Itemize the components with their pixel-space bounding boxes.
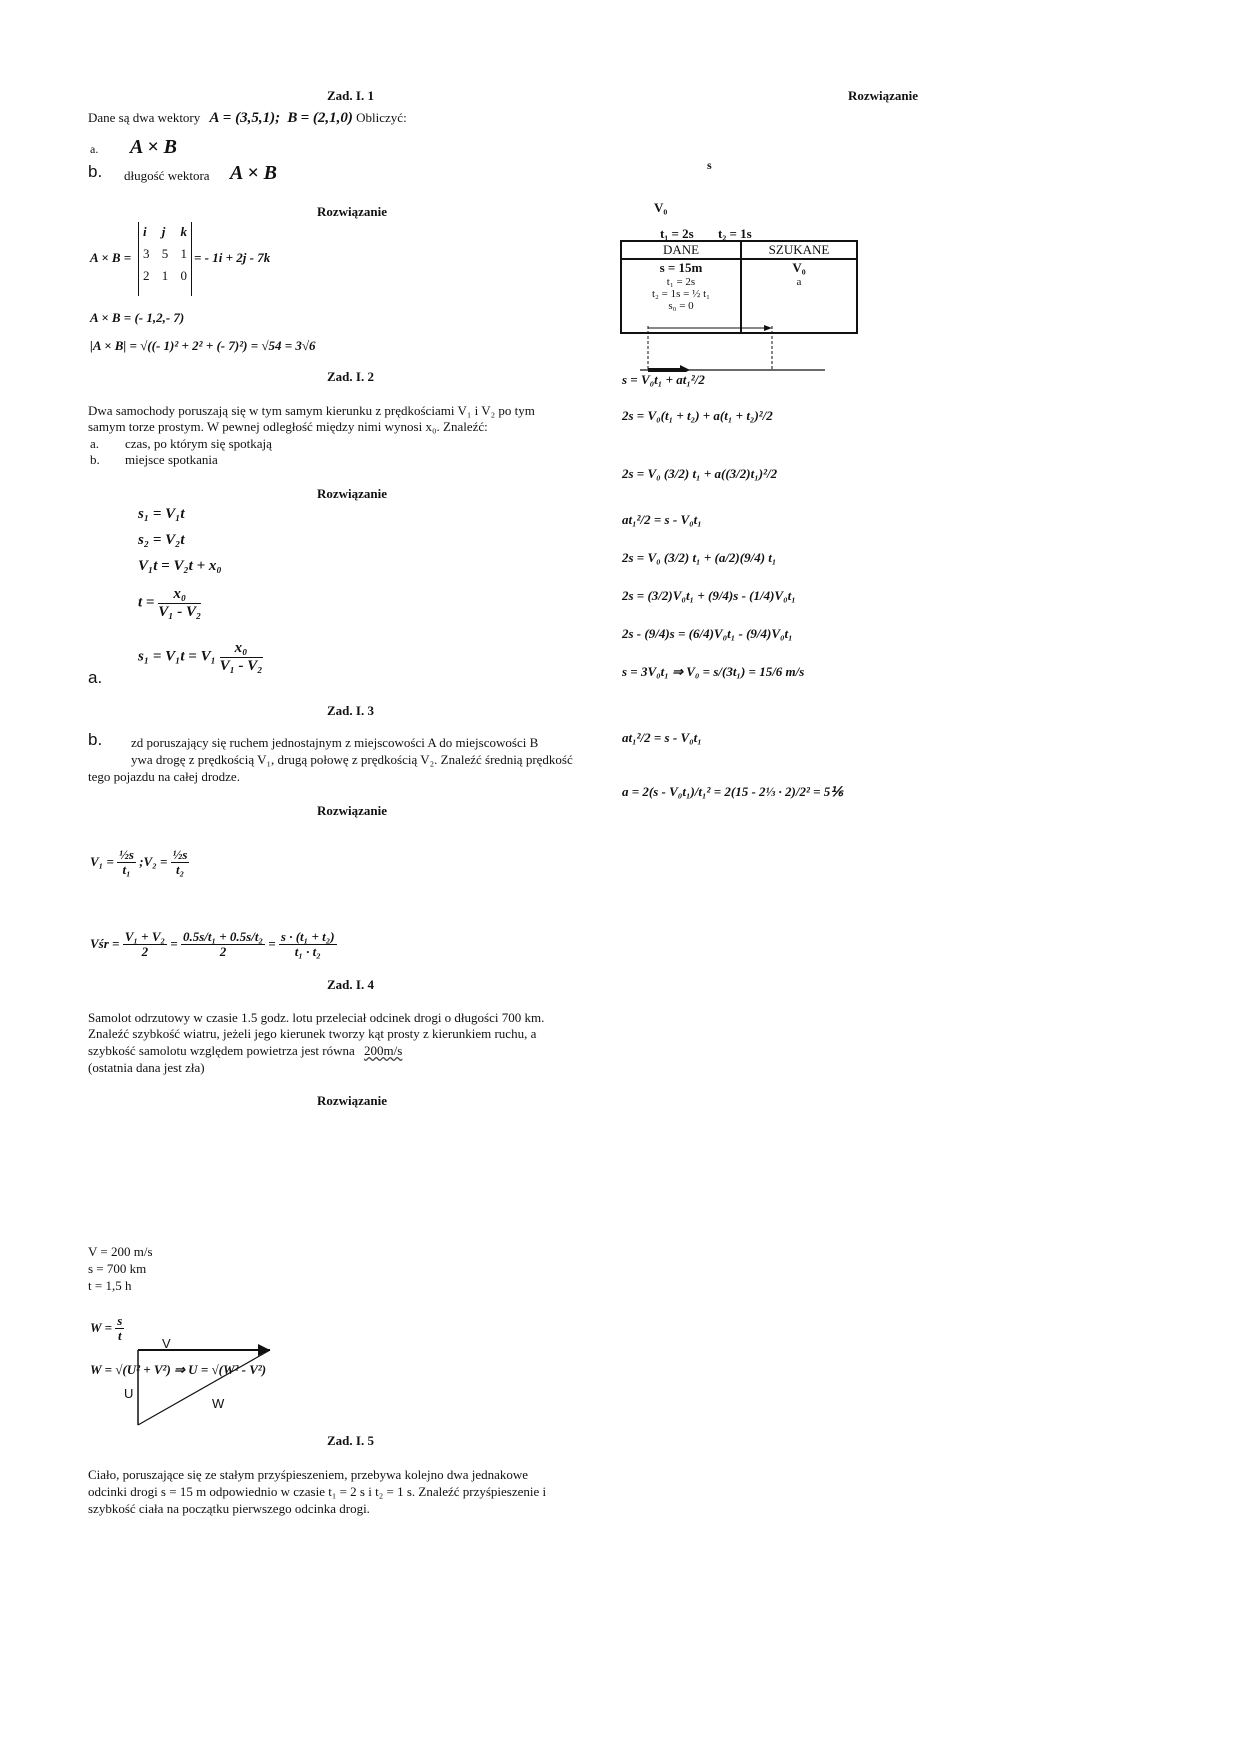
z1-det-row1 bbox=[139, 224, 191, 240]
z1-item-a-marker: a. bbox=[90, 142, 99, 156]
right-t1-label: t₁ = 2s bbox=[660, 226, 694, 241]
z3-problem-line2: ywa drogę z prędkością V₁, drugą połowę z prędkością V₂. Znaleźć średnią prędkość bbox=[131, 752, 573, 767]
z1-intro bbox=[88, 110, 407, 127]
z4-given3: t = 1,5 h bbox=[88, 1278, 132, 1293]
z2-eq4-frac bbox=[158, 586, 201, 620]
z1-length-expr: |A × B| = √((- 1)² + 2² + (- 7)²) = √54 = 3√6 bbox=[90, 338, 316, 353]
right-szukane-a: a bbox=[796, 276, 802, 288]
right-s-label: s bbox=[707, 158, 712, 172]
z2-item-a-marker: a. bbox=[90, 436, 100, 451]
z2-eq5-num: x₀ bbox=[220, 640, 263, 658]
z1-det-row3 bbox=[139, 268, 191, 284]
z2-title: Zad. I. 2 bbox=[327, 369, 374, 384]
z4-label-v: V bbox=[162, 1336, 171, 1351]
z2-eq5-frac bbox=[220, 640, 263, 674]
z5-problem-line3: szybkość ciała na początku pierwszego odcinka drogi. bbox=[88, 1501, 370, 1516]
right-eq3: 2s = V₀ (3/2) t₁ + a((3/2)t₁)²/2 bbox=[622, 466, 778, 481]
z1-item-b-expr: A × B bbox=[230, 162, 277, 184]
right-eq5: 2s = V₀ (3/2) t₁ + (a/2)(9/4) t₁ bbox=[622, 550, 777, 565]
z3-vsr-lhs: Vśr = bbox=[90, 935, 120, 951]
z4-problem-line4: (ostatnia dana jest zła) bbox=[88, 1060, 205, 1075]
z1-title: Zad. I. 1 bbox=[327, 88, 374, 103]
z4-problem-line2: Znaleźć szybkość wiatru, jeżeli jego kierunek tworzy kąt prosty z kierunkiem ruchu, a bbox=[88, 1026, 537, 1041]
z3-v1-lhs: V₁ = bbox=[90, 853, 114, 869]
z3-problem-line3: tego pojazdu na całej drodze. bbox=[88, 769, 240, 784]
z2-problem-line2: samym torze prostym. W pewnej odległość między nimi wynosi x₀. Znaleźć: bbox=[88, 419, 488, 434]
z1-det-r2c1: 3 bbox=[143, 246, 150, 261]
z2-item-a-text: czas, po którym się spotkają bbox=[125, 436, 272, 451]
z3-vsr-frac1 bbox=[123, 930, 167, 960]
z2-eq1: s₁ = V₁t bbox=[138, 506, 185, 522]
z4-vector-triangle bbox=[120, 1330, 290, 1430]
z1-determinant bbox=[138, 222, 192, 296]
right-dane-t1: t₁ = 2s bbox=[666, 276, 696, 288]
z2-eq4 bbox=[138, 586, 201, 620]
z1-det-lhs: A × B = bbox=[90, 250, 132, 265]
z3-solution-title: Rozwiązanie bbox=[317, 803, 388, 818]
z4-solution-title: Rozwiązanie bbox=[317, 1093, 388, 1108]
z1-vec-b-label: B bbox=[287, 110, 298, 126]
z1-vec-a-value: = (3,5,1); bbox=[222, 110, 281, 126]
z5-title: Zad. I. 5 bbox=[327, 1433, 374, 1448]
right-dane-s: s = 15m bbox=[659, 260, 703, 275]
z5-problem-line2: odcinki drogi s = 15 m odpowiednio w czasie t₁ = 2 s i t₂ = 1 s. Znaleźć przyśpieszenie i bbox=[88, 1484, 547, 1499]
z3-v1-den: t₁ bbox=[122, 862, 131, 878]
z3-vsr-num3: s · (t₁ + t₂) bbox=[280, 929, 335, 944]
right-diagram-span-arrowhead bbox=[764, 325, 772, 331]
z2-marker-a: a. bbox=[88, 668, 103, 687]
z2-eq5-lhs: s₁ = V₁t = V₁ bbox=[138, 648, 216, 665]
z3-title: Zad. I. 3 bbox=[327, 703, 374, 718]
z3-v2-num: ½s bbox=[172, 847, 188, 862]
z4-title: Zad. I. 4 bbox=[327, 977, 374, 992]
z3-vsr-frac2 bbox=[181, 930, 265, 960]
z1-det-k: k bbox=[180, 224, 187, 239]
z2-eq5 bbox=[138, 640, 263, 674]
z2-solution-title: Rozwiązanie bbox=[317, 486, 388, 501]
right-dane-table-head bbox=[621, 241, 857, 259]
z1-det-r3c1: 2 bbox=[143, 268, 150, 283]
z3-v1-num: ½s bbox=[119, 847, 134, 862]
z3-vsr-den1: 2 bbox=[141, 944, 149, 960]
right-table-head-dane: DANE bbox=[621, 241, 741, 259]
z1-det-i: i bbox=[143, 224, 147, 239]
right-eq4: at₁²/2 = s - V₀t₁ bbox=[622, 512, 702, 527]
right-diagram-v0-arrowhead bbox=[680, 365, 690, 372]
z1-det-j: j bbox=[161, 224, 166, 239]
z3-vsr-eq: Vśr = $\frac{\text{V₁ + V₂}}{2}$ = $\frac{\text{0.5s/t₁ + 0.5s/t₂}}{2}$ = $\frac{\text{s · (t₁ + t₂)}}{\text{t₁ · t₂}}$ bbox=[90, 929, 335, 960]
z1-intro-end: Obliczyć: bbox=[356, 110, 407, 125]
right-v0-label: V₀ bbox=[654, 200, 668, 215]
right-eq7: 2s - (9/4)s = (6/4)V₀t₁ - (9/4)V₀t₁ bbox=[622, 626, 793, 641]
z4-vector-v-arrowhead bbox=[258, 1344, 270, 1356]
z4-given1: V = 200 m/s bbox=[88, 1244, 153, 1259]
z2-eq4-den: V₁ - V₂ bbox=[158, 603, 202, 620]
z1-item-b-text: długość wektora bbox=[124, 168, 210, 183]
right-eq1: s = V₀t₁ + at₁²/2 bbox=[622, 372, 705, 387]
z3-v-eq bbox=[90, 848, 189, 878]
z1-det-r2c2: 5 bbox=[161, 246, 169, 261]
z2-item-b-marker: b. bbox=[90, 452, 100, 467]
z4-given2: s = 700 km bbox=[88, 1261, 147, 1276]
right-solution-title: Rozwiązanie bbox=[848, 88, 919, 103]
z1-det-r3c2: 1 bbox=[161, 268, 169, 283]
z3-vsr-den2: 2 bbox=[219, 944, 227, 960]
z5-problem-line1: Ciało, poruszające się ze stałym przyśpieszeniem, przebywa kolejno dwa jednakowe bbox=[88, 1467, 529, 1482]
z3-v2-den: t₂ bbox=[175, 862, 185, 878]
z4-w-num: s bbox=[117, 1313, 123, 1328]
z1-det-row2 bbox=[139, 246, 191, 262]
right-motion-diagram bbox=[640, 322, 830, 372]
z3-marker-b: b. bbox=[88, 730, 103, 749]
z4-w-den: t bbox=[117, 1328, 122, 1344]
right-eq10: a = 2(s - V₀t₁)/t₁² = 2(15 - 2⅓ · 2)/2² = 5⅙ bbox=[622, 784, 843, 799]
right-eq2: 2s = V₀(t₁ + t₂) + a(t₁ + t₂)²/2 bbox=[622, 408, 773, 423]
z2-eq4-num: x₀ bbox=[158, 586, 201, 604]
z1-result-vec: A × B = (- 1,2,- 7) bbox=[90, 310, 185, 325]
right-dane-table bbox=[620, 240, 858, 334]
z2-eq4-lhs: t = bbox=[138, 594, 155, 611]
z4-label-u: U bbox=[124, 1386, 134, 1401]
right-dane-t2: t₂ = 1s = ½ t₁ bbox=[652, 288, 710, 300]
z3-vsr-num1: V₁ + V₂ bbox=[124, 929, 166, 944]
z3-vsr-frac3 bbox=[279, 930, 337, 960]
z2-eq2: s₂ = V₂t bbox=[138, 532, 185, 548]
z4-label-w: W bbox=[212, 1396, 225, 1411]
z1-det-r3c3: 0 bbox=[180, 268, 187, 283]
z4-problem-line3-text: szybkość samolotu względem powietrza jest równa bbox=[88, 1043, 355, 1058]
z2-eq3: V₁t = V₂t + x₀ bbox=[138, 558, 222, 574]
z1-item-a-expr: A × B bbox=[130, 136, 177, 158]
z1-det-rhs: = - 1i + 2j - 7k bbox=[194, 250, 271, 265]
z2-eq5-den: V₁ - V₂ bbox=[219, 657, 263, 674]
right-szukane-v0: V₀ bbox=[792, 260, 806, 275]
z1-vec-a-label: A bbox=[209, 110, 220, 126]
right-eq8: s = 3V₀t₁ ⇒ V₀ = s/(3t₁) = 15/6 m/s bbox=[622, 664, 805, 679]
z3-problem-line1: zd poruszający się ruchem jednostajnym z miejscowości A do miejscowości B bbox=[131, 735, 539, 750]
z4-problem-line1: Samolot odrzutowy w czasie 1.5 godz. lotu przeleciał odcinek drogi o długości 700 km. bbox=[88, 1010, 545, 1025]
right-table-head-szukane: SZUKANE bbox=[741, 241, 857, 259]
z3-vsr-num2: 0.5s/t₁ + 0.5s/t₂ bbox=[182, 929, 263, 944]
z1-vec-b-value: = (2,1,0) bbox=[300, 110, 353, 126]
z3-vsr-den3: t₁ · t₂ bbox=[294, 944, 321, 960]
right-t2-label: t₂ = 1s bbox=[718, 226, 752, 241]
z4-problem-value: 200m/s bbox=[364, 1043, 403, 1058]
z2-problem-line1: Dwa samochody poruszają się w tym samym kierunku z prędkościami V₁ i V₂ po tym bbox=[88, 403, 535, 418]
z4-problem-line3 bbox=[88, 1043, 402, 1059]
z2-item-b-text: miejsce spotkania bbox=[125, 452, 218, 467]
z4-w-lhs: W = bbox=[90, 1319, 112, 1335]
z3-v2-lhs: ;V₂ = bbox=[139, 853, 168, 869]
z1-item-b-marker: b. bbox=[88, 162, 103, 181]
right-eq6: 2s = (3/2)V₀t₁ + (9/4)s - (1/4)V₀t₁ bbox=[622, 588, 796, 603]
z3-v2-frac bbox=[171, 848, 190, 878]
z1-intro-text: Dane są dwa wektory bbox=[88, 110, 201, 125]
z3-v1-frac bbox=[117, 848, 136, 878]
z1-det-r2c3: 1 bbox=[180, 246, 187, 261]
z1-solution-title: Rozwiązanie bbox=[317, 204, 388, 219]
right-eq9: at₁²/2 = s - V₀t₁ bbox=[622, 730, 702, 745]
z4-w2: W = √(U² + V²) ⇒ U = √(W² - V²) bbox=[90, 1362, 267, 1377]
right-dane-s0: s₀ = 0 bbox=[668, 300, 694, 312]
